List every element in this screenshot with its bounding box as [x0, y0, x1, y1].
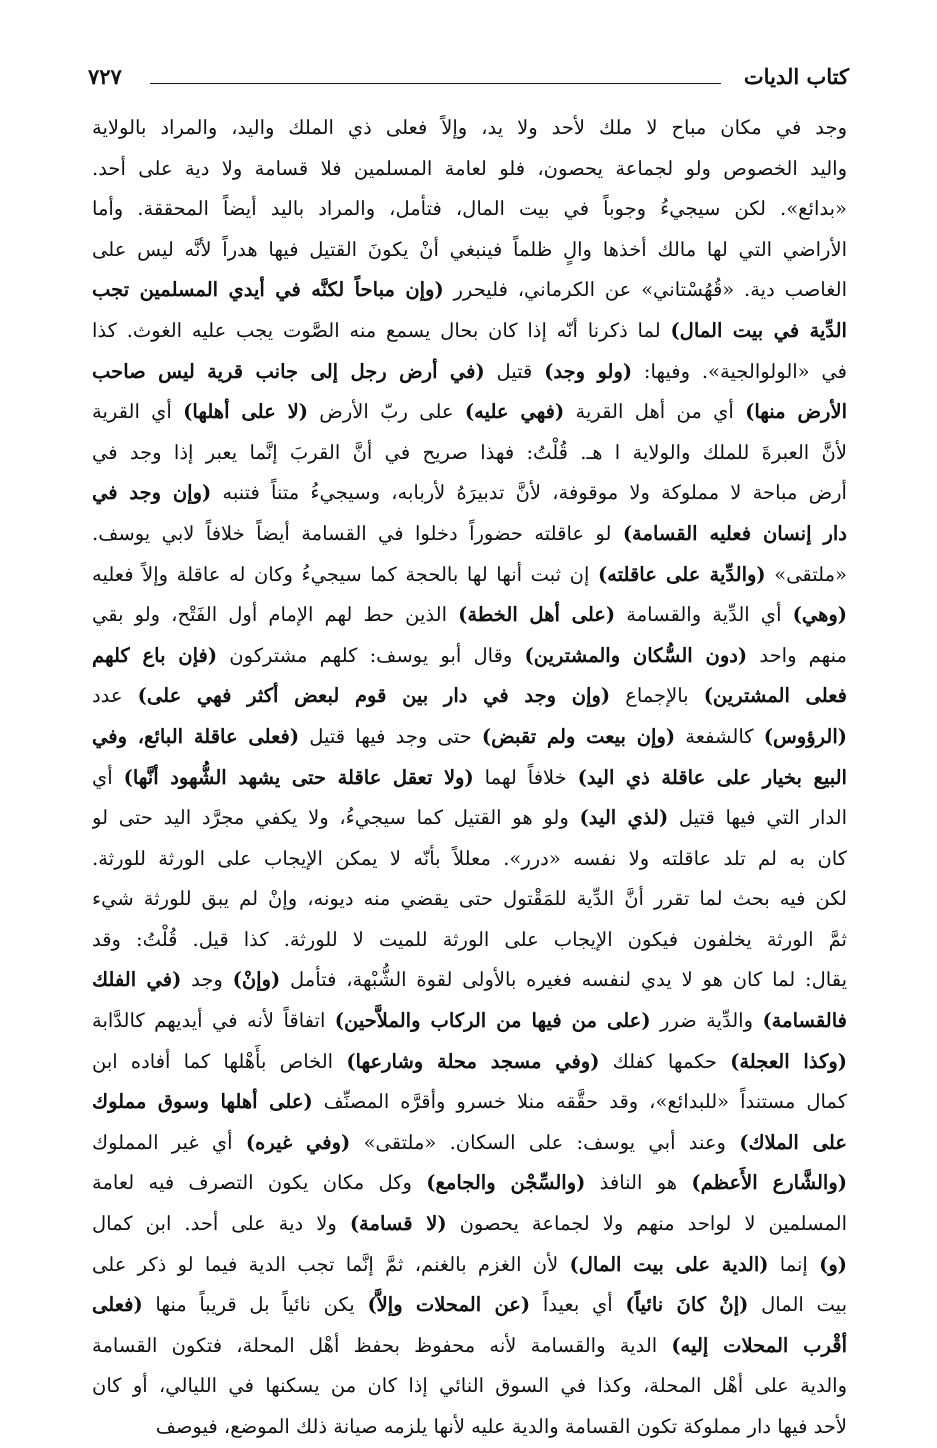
- commentary-text: ثمَّ الورثة يخلفون فيكون الإيجاب على الورثة للميت لا للورثة. كذا قيل. قُلْتُ: وقد: [92, 927, 847, 951]
- commentary-text: وقال أبو يوسف: كلهم مشتركون: [217, 643, 525, 667]
- bold-matn-text: الدِّية في بيت المال): [670, 318, 847, 342]
- text-line: [92, 1285, 847, 1326]
- bold-matn-text: الأرض منها): [745, 400, 847, 424]
- bold-matn-text: (والدِّية على عاقلته): [597, 562, 766, 586]
- text-line: [92, 758, 847, 799]
- commentary-text: حتى وجد فيها قتيل: [299, 724, 482, 748]
- commentary-text: خلافاً لهما: [473, 765, 578, 789]
- bold-matn-text: (عن المحلات وإلاَّ): [367, 1293, 531, 1317]
- commentary-text: اتفاقاً لأنه في أيديهم كالدَّابة: [92, 1009, 335, 1033]
- text-line: [92, 595, 847, 636]
- commentary-text: الخاص بأَهْلها كما أفاده ابن: [92, 1049, 347, 1073]
- bold-matn-text: أقْرب المحلات إليه): [671, 1333, 847, 1357]
- bold-matn-text: (وفي مسجد محلة وشارعها): [346, 1049, 600, 1073]
- bold-matn-text: (وإن وجد في دار بين قوم لبعض أكثر فهي على): [137, 684, 611, 708]
- text-line: [92, 392, 847, 433]
- commentary-text: أي غير المملوك: [92, 1130, 246, 1154]
- bold-matn-text: (لا قسامة): [349, 1212, 447, 1236]
- commentary-text: المسلمين لا لواحد منهم ولا لجماعة يحصون: [446, 1212, 847, 1236]
- bold-matn-text: (فعلى عاقلة البائع، وفي: [92, 724, 300, 748]
- commentary-text: عدد: [92, 684, 138, 708]
- text-line: [92, 717, 847, 758]
- bold-matn-text: (ولو وجد): [544, 359, 633, 383]
- text-line: [92, 1163, 847, 1204]
- text-line: [92, 352, 847, 393]
- commentary-text: بالإجماع: [610, 684, 704, 708]
- bold-matn-text: (وإن مباحاً لكنَّه في أيدي المسلمين تجب: [92, 278, 444, 302]
- commentary-text: الدية والقسامة لأنه محفوظ بحفظ أهْل المحلة، فتكون القسامة: [92, 1333, 672, 1357]
- commentary-text: لأن الغزم بالغنم، ثمَّ إنَّما تجب الدية فيما لو ذكر على: [92, 1252, 570, 1276]
- text-line: [92, 311, 847, 352]
- commentary-text: الغاصب دية. «قُهُسْتاني» عن الكرماني، فليحرر: [443, 278, 847, 302]
- commentary-text: أرض مباحة لا مملوكة ولا موقوفة، لأنَّ تدبيرَهُ لأربابه، وسيجيءُ متناً فتنبه: [211, 481, 847, 505]
- header-rule: [150, 83, 721, 84]
- commentary-text: «بدائع». لكن سيجيءُ وجوباً في بيت المال، فتأمل، والمراد باليد أيضاً المحققة. وأما: [92, 197, 847, 221]
- commentary-text: أي القرية: [92, 400, 184, 424]
- page-header: [88, 58, 849, 94]
- commentary-text: كان به لم تلد عاقلته ولا نفسه «درر». معللاً بأنّه لا يمكن الإيجاب على الورثة للورثة.: [92, 846, 847, 870]
- commentary-text: الذين حط لهم الإمام أول الفَتْح، ولو بقي: [92, 603, 459, 627]
- bold-matn-text: (وفي غيره): [245, 1130, 351, 1154]
- bold-matn-text: (والشَّارع الأَعظم): [691, 1171, 847, 1195]
- text-line: [92, 108, 847, 149]
- bold-matn-text: (على من فيها من الركاب والملاَّحين): [334, 1009, 651, 1033]
- commentary-text: على ربّ الأرض: [307, 400, 465, 424]
- commentary-text: لأحد فيها دار مملوكة تكون القسامة والدية عليه لأنها يلزمه صيانة ذلك الموضع، فيوصف: [155, 1415, 847, 1438]
- commentary-text: قتيل: [484, 359, 545, 383]
- text-line: [92, 1001, 847, 1042]
- commentary-text: وجد: [181, 968, 233, 992]
- text-line: [92, 676, 847, 717]
- bold-matn-text: (على أهل الخطة): [458, 603, 616, 627]
- commentary-text: واليد الخصوص ولو لجماعة يحصون، فلو لعامة المسلمين فلا قسامة ولا دية على أحد.: [92, 156, 847, 180]
- bold-matn-text: (ولا تعقل عاقلة حتى يشهد الشُّهود أنَّها): [123, 765, 474, 789]
- text-line: [92, 960, 847, 1001]
- commentary-text: كالشفعة: [675, 724, 764, 748]
- bold-matn-text: (لا على أهلها): [183, 400, 308, 424]
- text-line: [92, 1245, 847, 1286]
- commentary-text: وعند أبي يوسف: على السكان. «ملتقى»: [350, 1130, 740, 1154]
- text-line: [92, 636, 847, 677]
- text-line: [92, 798, 847, 839]
- bold-matn-text: (في أرض رجل إلى جانب قرية ليس صاحب: [92, 359, 485, 383]
- bold-matn-text: (فهي عليه): [464, 400, 565, 424]
- bold-matn-text: (وهي): [792, 603, 847, 627]
- commentary-text: لو عاقلته حضوراً دخلوا في القسامة أيضاً خلافاً لابي يوسف.: [92, 521, 623, 545]
- bold-matn-text: (وإن بيعت ولم تقبض): [481, 724, 676, 748]
- body-text: [92, 108, 847, 1448]
- commentary-text: لما ذكرنا أنّه إذا كان بحال يسمع منه الصَّوت يجب عليه الغوث. كذا: [92, 318, 671, 342]
- commentary-text: والدِّية ضرر: [650, 1009, 763, 1033]
- text-line: [92, 1204, 847, 1245]
- commentary-text: في «الولوالجية». وفيها:: [632, 359, 847, 383]
- bold-matn-text: (فإن باع كلهم: [92, 643, 218, 667]
- commentary-text: بيت المال: [748, 1293, 847, 1317]
- running-title: كتاب الديات: [743, 64, 849, 89]
- bold-matn-text: (الرؤوس): [763, 724, 847, 748]
- text-line: [92, 555, 847, 596]
- text-line: [92, 1366, 847, 1407]
- text-line: [92, 514, 847, 555]
- commentary-text: الدار التي فيها قتيل: [668, 806, 847, 830]
- bold-matn-text: البيع بخيار على عاقلة ذي اليد): [577, 765, 847, 789]
- commentary-text: هو النافذ: [585, 1171, 692, 1195]
- text-line: [92, 149, 847, 190]
- text-line: [92, 1326, 847, 1367]
- bold-matn-text: فالقسامة): [762, 1009, 847, 1033]
- commentary-text: ولو هو القتيل كما سيجيءُ، ولا يكفي مجرَّد اليد حتى لو: [92, 806, 580, 830]
- bold-matn-text: (وإن وجد في: [92, 481, 212, 505]
- bold-matn-text: على الملاك): [739, 1130, 847, 1154]
- bold-matn-text: (في الفلك: [92, 968, 182, 992]
- page-number: ٧٢٧: [88, 64, 122, 89]
- text-line: [92, 1407, 847, 1448]
- commentary-text: لأنَّ العبرةَ للملك والولاية ا هـ. قُلْتُ: فهذا صريح في أنَّ القربَ إنَّما يعبر إذا وجد في: [92, 440, 847, 464]
- bold-matn-text: (فعلى: [92, 1293, 143, 1317]
- commentary-text: ولا دية على أحد. ابن كمال: [92, 1212, 350, 1236]
- text-line: [92, 839, 847, 880]
- bold-matn-text: (و): [819, 1252, 847, 1276]
- bold-matn-text: فعلى المشترين): [703, 684, 847, 708]
- commentary-text: وكل مكان يكون التصرف فيه لعامة: [92, 1171, 427, 1195]
- commentary-text: أي بعيداً: [530, 1293, 626, 1317]
- commentary-text: «ملتقى»: [765, 562, 847, 586]
- commentary-text: إن ثبت أنها لها بالحجة كما سيجيءُ وكان له عاقلة وإلاً فعليه: [92, 562, 598, 586]
- text-line: [92, 473, 847, 514]
- commentary-text: أي: [92, 765, 124, 789]
- text-line: [92, 1082, 847, 1123]
- commentary-text: إنما: [768, 1252, 820, 1276]
- commentary-text: حكمها كفلك: [599, 1049, 731, 1073]
- bold-matn-text: (على أهلها وسوق مملوك: [92, 1090, 313, 1114]
- commentary-text: أي من أهل القرية: [564, 400, 746, 424]
- commentary-text: وجد في مكان مباح لا ملك لأحد ولا يد، وإلاً فعلى ذي الملك واليد، والمراد بالولاية: [92, 116, 847, 139]
- text-line: [92, 433, 847, 474]
- commentary-text: كمال مستنداً «للبدائع»، وقد حقَّقه منلا خسرو وأقرَّه المصنِّف: [312, 1090, 847, 1114]
- bold-matn-text: (الدية على بيت المال): [569, 1252, 769, 1276]
- bold-matn-text: (دون السُّكان والمشترين): [524, 643, 748, 667]
- text-line: [92, 1123, 847, 1164]
- commentary-text: أي الدِّية والقسامة: [615, 603, 793, 627]
- text-line: [92, 879, 847, 920]
- commentary-text: يقال: لما كان هو لا يدي لنفسه فغيره بالأولى لقوة الشُّبْهة، فتأمل: [280, 968, 847, 992]
- commentary-text: والدية على أهْل المحلة، وكذا في السوق النائي إذا كان من يسكنها في الليالي، أو كان: [92, 1374, 847, 1398]
- commentary-text: يكن نائياً بل قريباً منها: [142, 1293, 368, 1317]
- bold-matn-text: (وإنْ): [232, 968, 281, 992]
- text-line: [92, 230, 847, 271]
- bold-matn-text: (لذي اليد): [579, 806, 669, 830]
- bold-matn-text: (إنْ كانَ نائياً): [625, 1293, 749, 1317]
- commentary-text: منهم واحد: [747, 643, 847, 667]
- bold-matn-text: (وكذا العجلة): [730, 1049, 847, 1073]
- text-line: [92, 920, 847, 961]
- text-line: [92, 270, 847, 311]
- text-line: [92, 1042, 847, 1083]
- bold-matn-text: دار إنسان فعليه القسامة): [622, 521, 847, 545]
- commentary-text: لكن فيه بحث لما تقرر أنَّ الدِّية للمَقْتول حتى يقضي منه ديونه، وإنْ لم يبق للورثة شيء: [92, 887, 847, 911]
- text-line: [92, 189, 847, 230]
- bold-matn-text: (والسِّجْن والجامع): [426, 1171, 586, 1195]
- commentary-text: الأراضي التي لها مالك أخذها والٍ ظلماً فينبغي أنْ يكونَ القتيل فيها هدراً لأنَّه ليس على: [92, 237, 847, 261]
